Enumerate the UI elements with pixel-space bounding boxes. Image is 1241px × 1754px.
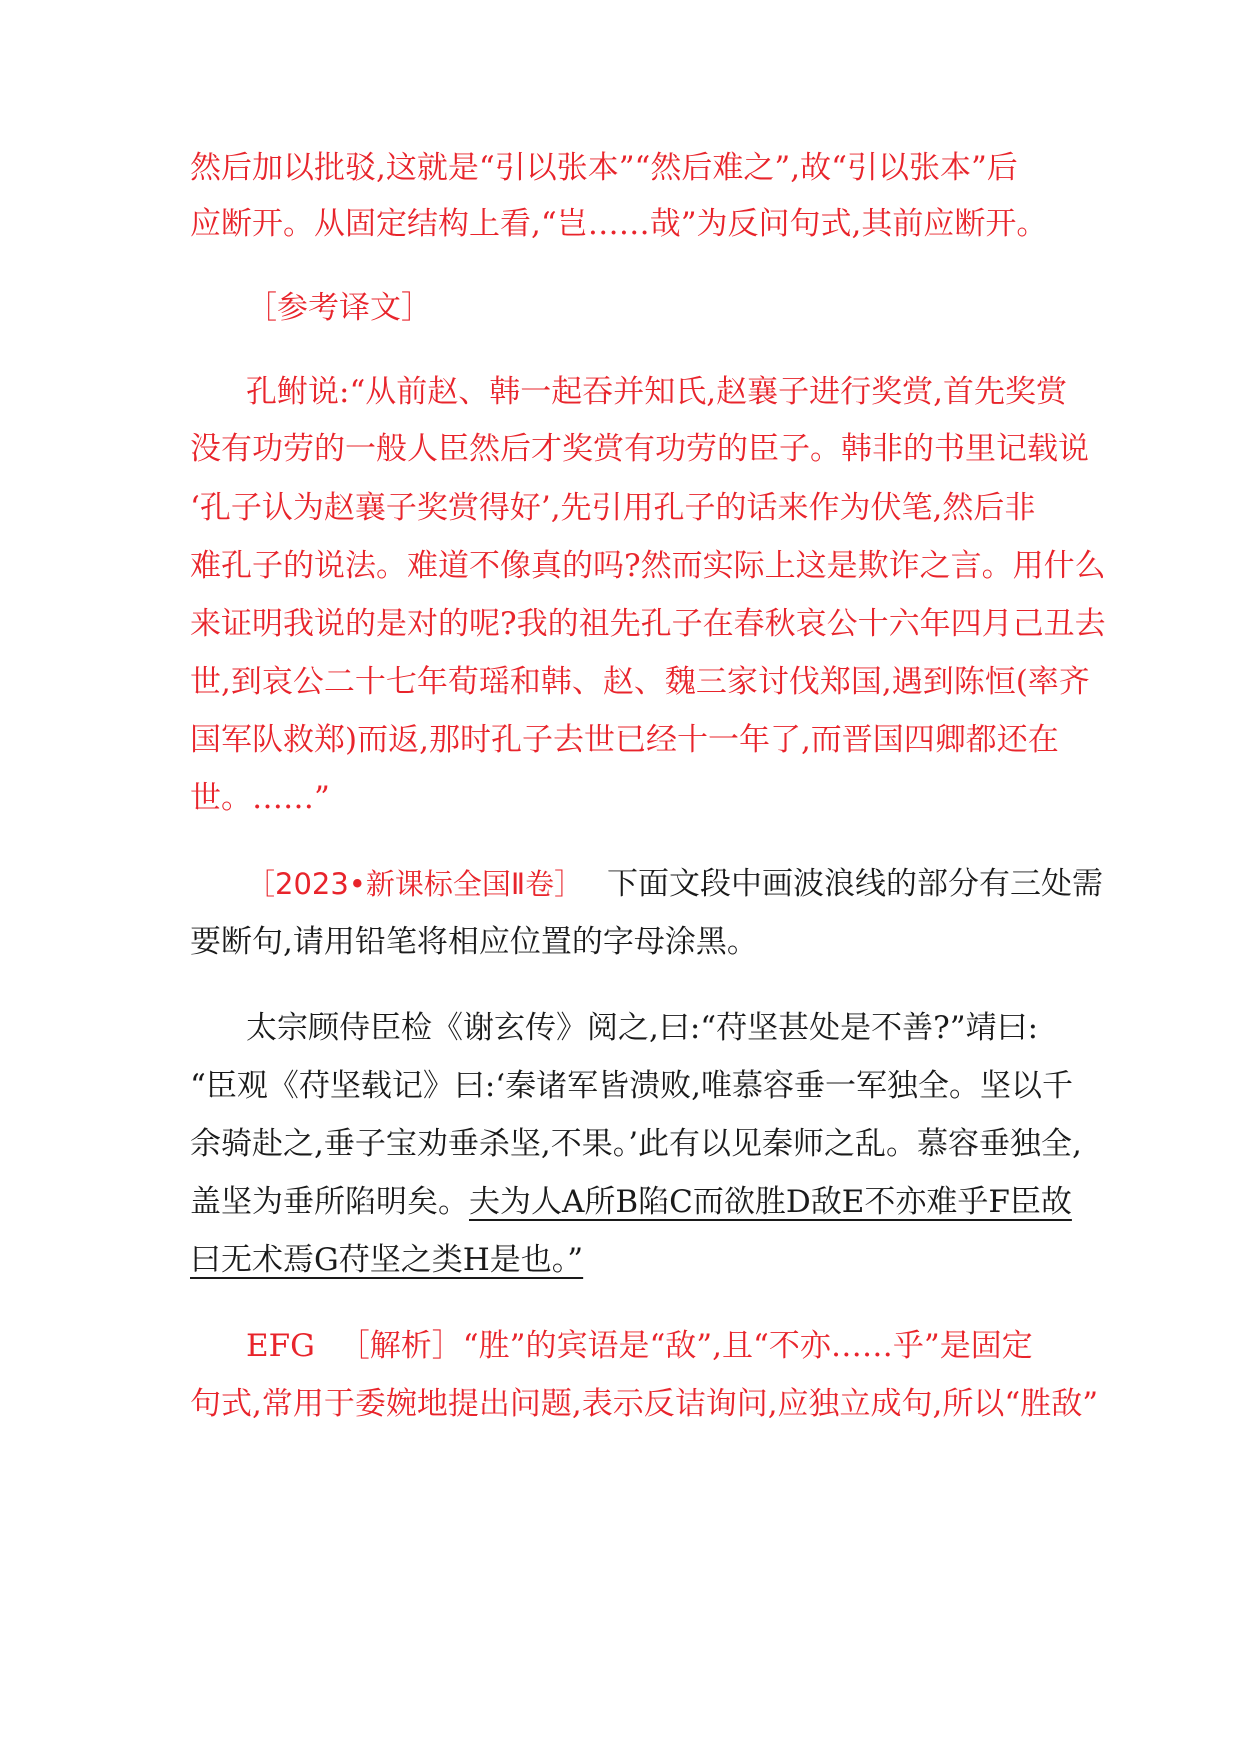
translation-line: 难孔子的说法。难道不像真的吗?然而实际上这是欺诈之言。用什么 bbox=[190, 548, 1106, 584]
passage-line bbox=[190, 1180, 1072, 1224]
translation-line: 世,到哀公二十七年荀瑶和韩、赵、魏三家讨伐郑国,遇到陈恒(率齐 bbox=[190, 664, 1090, 700]
wavy-underlined-text: 夫为人A所B陷C而欲胜D敌E不亦难乎F臣故 bbox=[469, 1184, 1072, 1220]
translation-line: 孔鲋说:“从前赵、韩一起吞并知氏,赵襄子进行奖赏,首先奖赏 bbox=[246, 374, 1067, 410]
passage-line bbox=[190, 1238, 1050, 1282]
passage-line: 余骑赴之,垂子宝劝垂杀坚,不果。’此有以见秦师之乱。慕容垂独全, bbox=[190, 1126, 1082, 1162]
answer-line-2: 句式,常用于委婉地提出问题,表示反诘询问,应独立成句,所以“胜敌” bbox=[190, 1386, 1099, 1422]
answer-line-1 bbox=[246, 1324, 1050, 1368]
question-prompt: 下面文段中画波浪线的部分有三处需 bbox=[607, 866, 1104, 902]
translation-line: 世。……” bbox=[190, 780, 330, 816]
question-source: ［2023•新课标全国Ⅱ卷］ bbox=[246, 867, 584, 901]
passage-line: 太宗顾侍臣检《谢玄传》阅之,曰:“苻坚甚处是不善?”靖曰: bbox=[246, 1010, 1039, 1046]
answer-analysis: ［解析］“胜”的宾语是“敌”,且“不亦……乎”是固定 bbox=[338, 1328, 1033, 1364]
answer-key: EFG bbox=[246, 1328, 315, 1364]
translation-heading: ［参考译文］ bbox=[246, 290, 432, 326]
question-line-1 bbox=[246, 862, 1104, 906]
translation-line: ‘孔子认为赵襄子奖赏得好’,先引用孔子的话来作为伏笔,然后非 bbox=[190, 490, 1036, 526]
analysis-line-2: 应断开。从固定结构上看,“岂……哉”为反问句式,其前应断开。 bbox=[190, 206, 1048, 242]
question-prompt-line-2: 要断句,请用铅笔将相应位置的字母涂黑。 bbox=[190, 924, 758, 960]
translation-line: 国军队救郑)而返,那时孔子去世已经十一年了,而晋国四卿都还在 bbox=[190, 722, 1059, 758]
analysis-line-1: 然后加以批驳,这就是“引以张本”“然后难之”,故“引以张本”后 bbox=[190, 150, 1018, 186]
wavy-underlined-text: 曰无术焉G苻坚之类H是也。” bbox=[190, 1242, 584, 1278]
passage-line: “臣观《苻坚载记》曰:‘秦诸军皆溃败,唯慕容垂一军独全。坚以千 bbox=[190, 1068, 1073, 1104]
passage-text: 盖坚为垂所陷明矣。 bbox=[190, 1184, 469, 1220]
translation-line: 没有功劳的一般人臣然后才奖赏有功劳的臣子。韩非的书里记载说 bbox=[190, 431, 1089, 467]
translation-line: 来证明我说的是对的呢?我的祖先孔子在春秋哀公十六年四月己丑去 bbox=[190, 606, 1106, 642]
